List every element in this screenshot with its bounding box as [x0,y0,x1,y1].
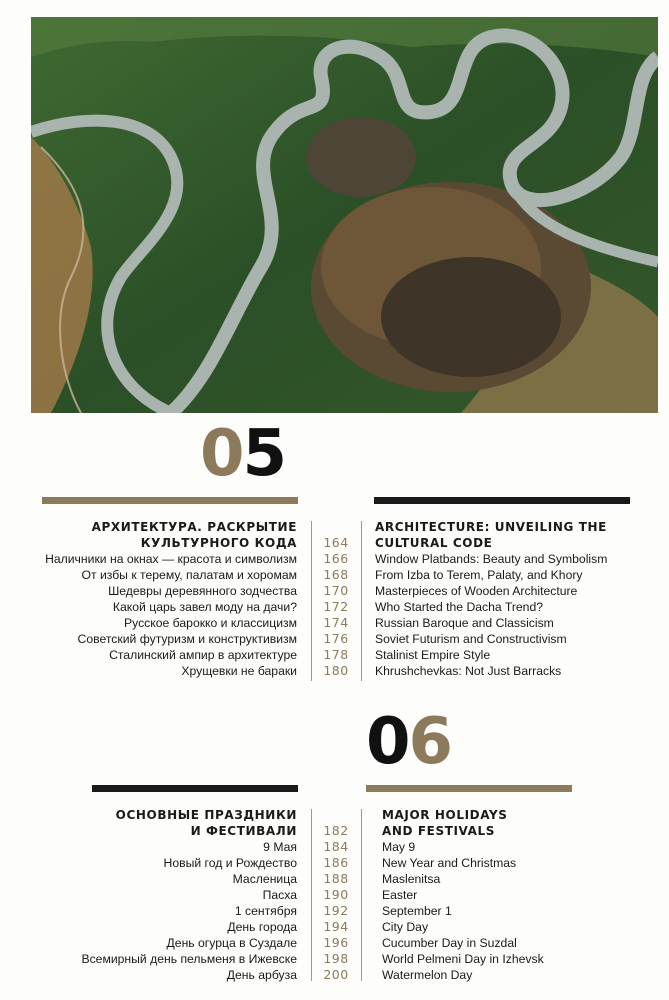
toc-entry-ru[interactable]: День огурца в Суздале [166,936,297,950]
toc-entry-ru[interactable]: Новый год и Рождество [163,856,297,870]
page-number: 196 [323,935,349,950]
page-number: 172 [323,599,349,614]
section-heading-en: AND FESTIVALS [382,824,496,838]
chapter-number-digit: 0 [200,417,243,491]
toc-entry-ru[interactable]: Советский футуризм и конструктивизм [77,632,297,646]
toc-entry-ru[interactable]: 9 Мая [263,840,297,854]
toc-entry-ru[interactable]: Всемирный день пельменя в Ижевске [81,952,297,966]
page-number: 184 [323,839,349,854]
column-separator [311,809,312,981]
toc-entry-ru[interactable]: Шедевры деревянного зодчества [108,584,297,598]
toc-entry-ru[interactable]: День арбуза [226,968,297,982]
divider-rule [374,497,630,504]
chapter-number-05 [200,417,286,491]
toc-entry-en[interactable]: Stalinist Empire Style [375,648,491,662]
chapter-number-06 [366,705,452,779]
toc-entry-ru[interactable]: Русское барокко и классицизм [124,616,297,630]
divider-rule [92,785,298,792]
toc-entry-ru[interactable]: Пасха [262,888,297,902]
toc-entry-en[interactable]: May 9 [382,840,416,854]
section-heading-ru: ОСНОВНЫЕ ПРАЗДНИКИ [115,808,297,822]
toc-entry-en[interactable]: Maslenitsa [382,872,441,886]
section-heading-en: ARCHITECTURE: UNVEILING THE [375,520,607,534]
page-number: 182 [323,823,349,838]
toc-entry-en[interactable]: Window Platbands: Beauty and Symbolism [375,552,608,566]
toc-entry-en[interactable]: Cucumber Day in Suzdal [382,936,517,950]
toc-entry-ru[interactable]: Наличники на окнах — красота и символизм [45,552,297,566]
chapter-number-digit: 5 [242,417,286,491]
divider-rule [366,785,572,792]
column-separator [361,809,362,981]
page-number: 170 [323,583,349,598]
toc-entry-en[interactable]: September 1 [382,904,452,918]
page-number: 174 [323,615,349,630]
section-heading-ru: И ФЕСТИВАЛИ [190,824,297,838]
toc-entry-ru[interactable]: День города [227,920,297,934]
toc-en-column [382,807,544,983]
aerial-river-photo [31,17,658,413]
chapter-number-digit: 0 [366,705,409,779]
toc-entry-ru[interactable]: Сталинский ампир в архитектуре [109,648,297,662]
column-separator [311,521,312,681]
column-separator [361,521,362,681]
toc-entry-ru[interactable]: Масленица [232,872,297,886]
page-number: 190 [323,887,349,902]
divider-rule [42,497,298,504]
page-number: 166 [323,551,349,566]
toc-entry-ru[interactable]: От избы к терему, палатам и хоромам [81,568,297,582]
page-number: 194 [323,919,349,934]
toc-entry-ru[interactable]: Хрущевки не бараки [181,664,297,678]
page-number: 178 [323,647,349,662]
section-heading-ru: АРХИТЕКТУРА. РАСКРЫТИЕ [91,520,297,534]
page-number: 198 [323,951,349,966]
page-number: 192 [323,903,349,918]
page-number: 200 [323,967,349,982]
toc-entry-en[interactable]: Easter [382,888,418,902]
page-number: 186 [323,855,349,870]
toc-entry-en[interactable]: Watermelon Day [382,968,473,982]
page-number: 176 [323,631,349,646]
section-heading-en: MAJOR HOLIDAYS [382,808,508,822]
section-heading-en: CULTURAL CODE [375,536,493,550]
toc-page-column [314,535,358,679]
toc-entry-en[interactable]: Russian Baroque and Classicism [375,616,554,630]
toc-entry-en[interactable]: Who Started the Dacha Trend? [375,600,544,614]
page-number: 188 [323,871,349,886]
toc-page-column [314,823,358,983]
toc-entry-ru[interactable]: Какой царь завел моду на дачи? [112,600,297,614]
toc-entry-en[interactable]: Soviet Futurism and Constructivism [375,632,567,646]
page-number: 180 [323,663,349,678]
section-heading-ru: КУЛЬТУРНОГО КОДА [140,536,297,550]
toc-en-column [375,519,607,679]
page-number: 164 [323,535,349,550]
toc-entry-ru[interactable]: 1 сентября [234,904,297,918]
toc-entry-en[interactable]: World Pelmeni Day in Izhevsk [382,952,544,966]
chapter-number-digit: 6 [408,705,452,779]
toc-entry-en[interactable]: City Day [382,920,429,934]
toc-entry-en[interactable]: New Year and Christmas [382,856,517,870]
toc-entry-en[interactable]: Khrushchevkas: Not Just Barracks [375,664,562,678]
toc-ru-column [81,807,297,983]
toc-entry-en[interactable]: From Izba to Terem, Palaty, and Khory [375,568,583,582]
toc-ru-column [45,519,297,679]
page-number: 168 [323,567,349,582]
toc-entry-en[interactable]: Masterpieces of Wooden Architecture [375,584,578,598]
